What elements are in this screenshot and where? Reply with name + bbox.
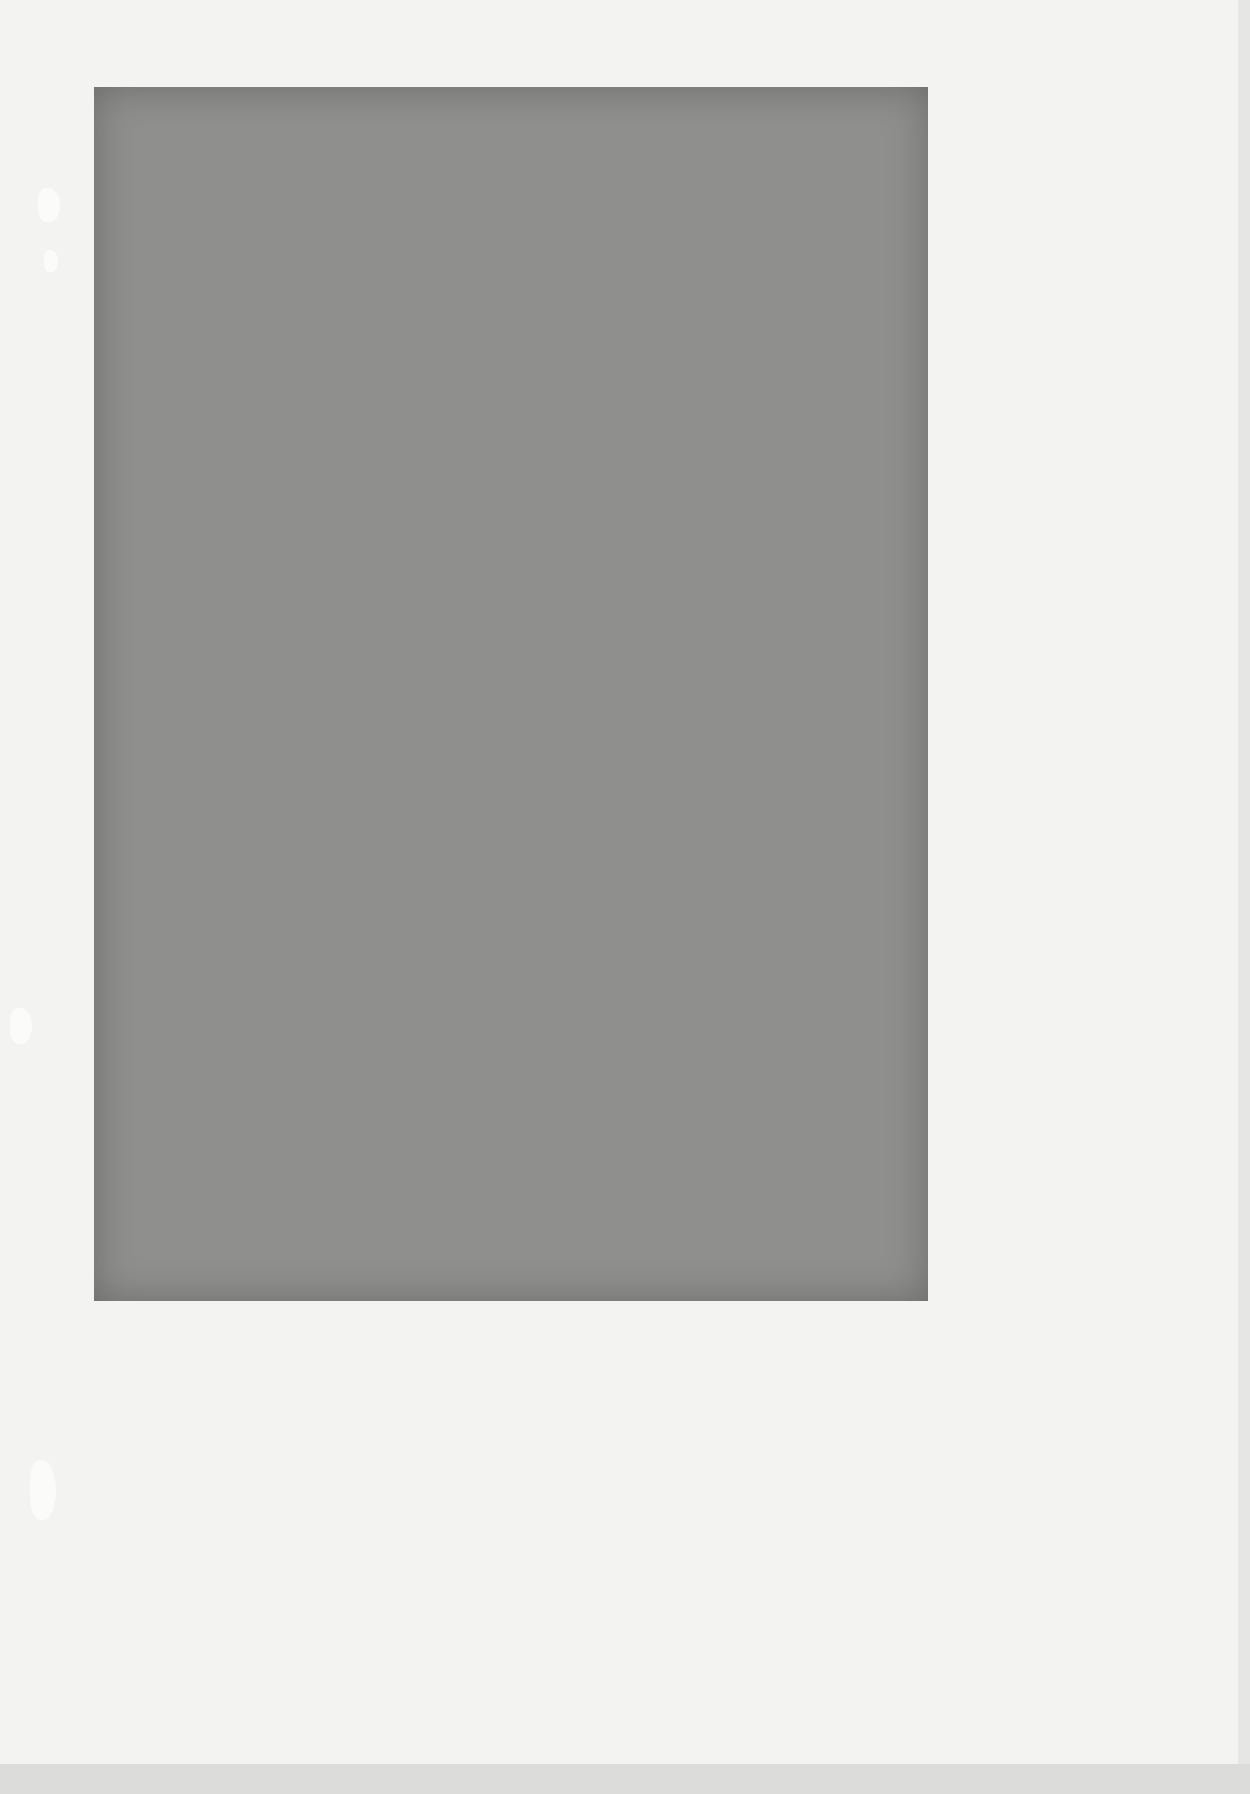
torn-edge-mark [10, 1008, 32, 1044]
page-bottom-strip [0, 1764, 1250, 1794]
page-right-border [1238, 0, 1250, 1794]
torn-edge-mark [38, 188, 60, 222]
answer-key-content [116, 105, 906, 216]
exam-title [116, 156, 906, 210]
torn-edge-mark [30, 1460, 56, 1520]
torn-edge-mark [44, 250, 58, 272]
scanned-answer-sheet [94, 87, 928, 1301]
item-six-note [116, 105, 906, 142]
